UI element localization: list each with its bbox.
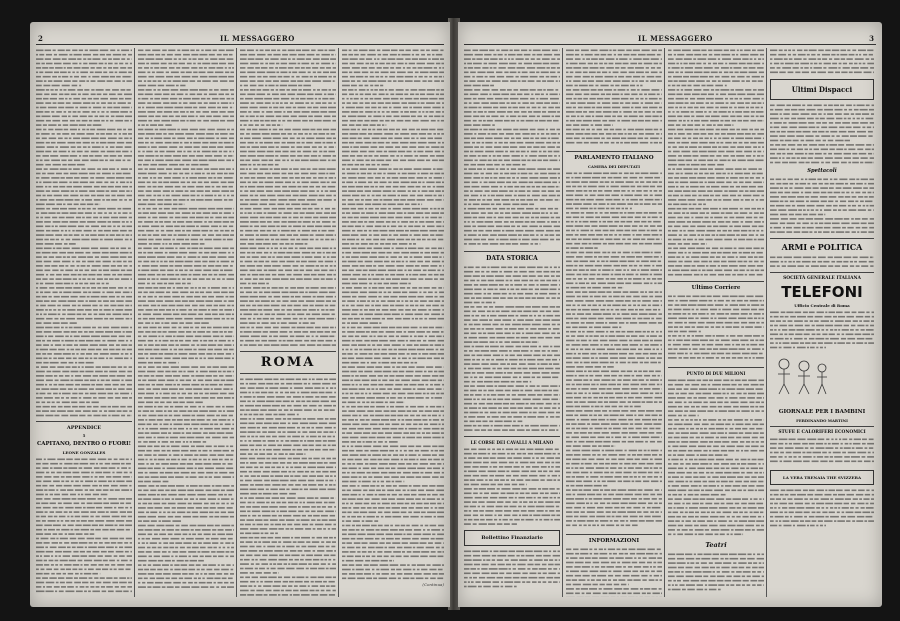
right-col1-body-top [464,48,560,248]
telefoni-body [770,310,874,350]
bollettino-title: Bollettino Finanziario [481,535,543,541]
treno-body [770,488,874,528]
bollettino-box [464,530,560,546]
left-colsep-3 [338,48,339,597]
bollettino-body [464,549,560,589]
ultimo-corriere-title: Ultimo Corriere [691,285,741,291]
left-col1-divider [36,421,132,422]
parliament-title: PARLAMENTO ITALIANO [574,155,654,161]
right-col2-body-top [566,48,662,148]
ultimi-dispacci-box [770,79,874,100]
body-text-texture [464,447,560,527]
body-text-texture [770,255,874,269]
corse-title: LE CORSE DEI CAVALLI A MILANO [470,440,554,445]
body-text-texture [668,48,764,278]
left-page [30,22,450,607]
right-column-2 [566,48,662,597]
parliament-body [566,171,662,531]
spettacoli-body [770,177,874,235]
left-column-4 [342,48,444,597]
right-col3-divider-2 [668,367,764,368]
giornale-director: FERDINANDO MARTINI [796,418,848,423]
body-text-texture [464,48,560,248]
right-col4-body-top [770,48,874,76]
body-text-texture [566,171,662,531]
body-text-texture [464,549,560,589]
right-col2-divider-2 [566,534,662,535]
datastorica-title: DATA STORICA [486,255,538,262]
left-header-rule [36,44,444,45]
section-roma: ROMA [260,355,316,370]
appendice-number: 5 [82,433,86,438]
informazioni-title: INFORMAZIONI [588,538,640,544]
teatri-body [668,552,764,592]
right-colsep-3 [766,48,767,597]
stufe-title: STUFE E CALORIFERI ECONOMICI [778,430,866,435]
body-text-texture [668,294,764,364]
corse-body [464,447,560,527]
telefoni-title: TELEFONI [781,283,863,301]
roma-body [240,377,336,597]
right-colsep-1 [562,48,563,597]
left-column-3 [240,48,336,597]
body-text-texture [36,457,132,597]
punto-body [668,378,764,538]
body-text-texture [36,48,132,418]
serial-title: CAPITANO, DENTRO O FUORI! [37,441,131,447]
left-col3-body-top [240,48,336,348]
body-text-texture [770,48,874,76]
giornale-title: GIORNALE PER I BAMBINI [778,409,866,415]
serial-body [36,457,132,597]
treno-box [770,470,874,485]
right-col4-divider-3 [770,426,874,427]
body-text-texture [770,310,874,350]
treno-title: LA VERA TRENAIA THE SVIZZERA [782,475,862,480]
datastorica-body [464,265,560,433]
left-col4-body [342,48,444,582]
left-masthead: IL MESSAGGERO [220,34,295,43]
continua-label: (Continua) [422,582,444,587]
left-column-1 [36,48,132,597]
spettacoli-title: Spettacoli [807,168,837,174]
right-column-4 [770,48,874,597]
body-text-texture [770,103,874,165]
armi-title: ARMI e POLITICA [781,242,863,252]
left-colsep-2 [236,48,237,597]
body-text-texture [668,552,764,592]
left-colsep-1 [134,48,135,597]
body-text-texture [240,48,336,348]
body-text-texture [566,48,662,148]
serial-author: LEONE GONZALES [62,450,106,455]
appendice-label: APPENDICE [66,425,102,431]
parliament-sub: CAMERA DEI DEPUTATI [587,164,641,169]
right-page-number: 3 [869,34,874,43]
right-header-rule [464,44,876,45]
right-col4-divider [770,238,874,239]
body-text-texture [668,378,764,538]
right-col2-divider [566,151,662,152]
ultimi-dispacci-body [770,103,874,165]
punto-title: PUNTO DI DUE MILIONI [686,371,746,376]
right-col3-body-top [668,48,764,278]
informazioni-body [566,547,662,597]
right-col3-divider [668,281,764,282]
left-col3-divider [240,351,336,352]
right-colsep-2 [664,48,665,597]
right-column-1 [464,48,560,597]
body-text-texture [342,48,444,582]
body-text-texture [770,177,874,235]
telefoni-sub: Ufficio Centrale di Roma [794,303,850,308]
children-illustration [770,354,834,398]
right-page [458,22,882,607]
ultimi-dispacci-title: Ultimi Dispacci [791,85,853,94]
right-col4-divider-2 [770,272,874,273]
left-column-2 [138,48,234,597]
societa-title: SOCIETÀ GENERALE ITALIANA [783,276,861,281]
left-col1-body [36,48,132,418]
body-text-texture [770,437,874,467]
ultimo-corriere-body [668,294,764,364]
right-masthead: IL MESSAGGERO [638,34,713,43]
body-text-texture [240,377,336,597]
armi-body [770,255,874,269]
left-col2-body [138,48,234,593]
right-col1-divider [464,251,560,252]
body-text-texture [770,488,874,528]
stufe-body [770,437,874,467]
teatri-title: Teatri [705,541,727,549]
right-column-3 [668,48,764,597]
body-text-texture [464,265,560,433]
body-text-texture [566,547,662,597]
body-text-texture [138,48,234,593]
left-col3-divider-2 [240,373,336,374]
left-page-number: 2 [38,34,43,43]
right-col1-divider-2 [464,436,560,437]
